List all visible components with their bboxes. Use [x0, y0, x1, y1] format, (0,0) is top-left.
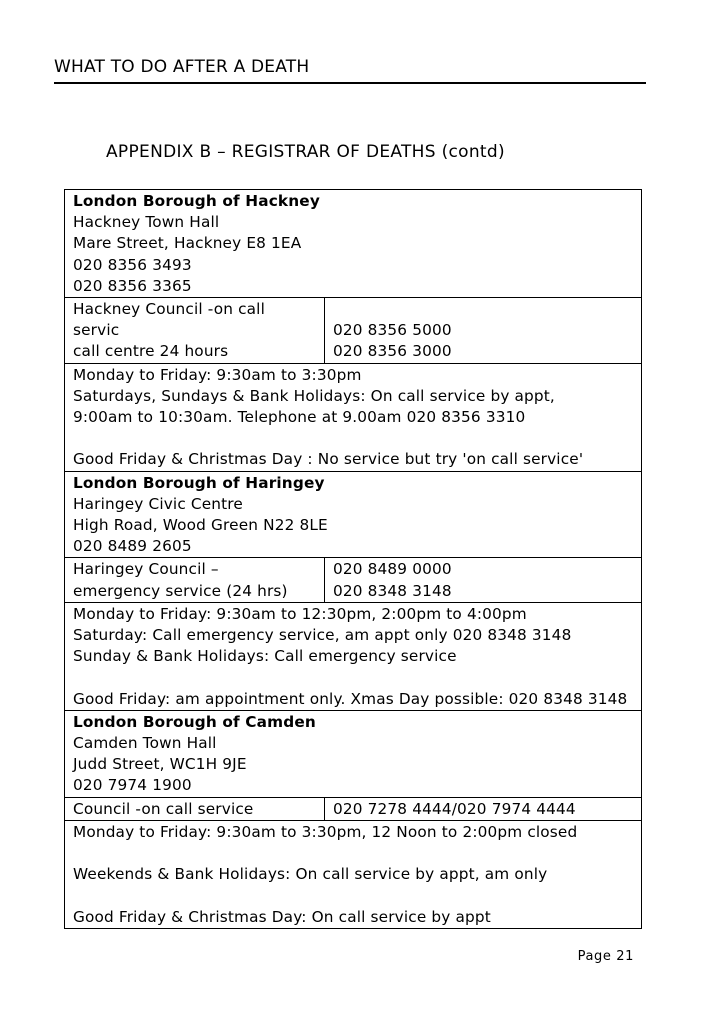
haringey-address-row — [65, 471, 642, 558]
weekend-line: Weekends & Bank Holidays: On call service by appt, am only — [73, 865, 548, 884]
header-rule — [54, 82, 646, 84]
borough-name: London Borough of Haringey — [73, 473, 325, 492]
council-label-cell — [65, 298, 325, 364]
council-label: Hackney Council -on call — [73, 300, 265, 319]
address-line: Haringey Civic Centre — [73, 494, 243, 513]
address-line: Mare Street, Hackney E8 1EA — [73, 234, 302, 253]
council-label-cell — [65, 797, 325, 820]
council-label: emergency service (24 hrs) — [73, 581, 288, 600]
hours-line: Sunday & Bank Holidays: Call emergency service — [73, 647, 457, 666]
camden-hours-row — [65, 820, 642, 928]
council-label-cell — [65, 558, 325, 602]
holiday-line: Good Friday & Christmas Day : No service but try 'on call service' — [73, 450, 584, 469]
council-label: Council -on call service — [73, 799, 254, 818]
phone-number: 020 8356 3493 — [73, 255, 192, 274]
phone-number: 020 7278 4444/020 7974 4444 — [333, 799, 576, 818]
council-number-cell — [325, 558, 642, 602]
hours-line: 9:00am to 10:30am. Telephone at 9.00am 020 8356 3310 — [73, 408, 526, 427]
camden-address-row — [65, 710, 642, 797]
running-header: WHAT TO DO AFTER A DEATH — [54, 57, 310, 77]
council-label: Haringey Council – — [73, 560, 219, 579]
camden-address-cell — [65, 710, 642, 797]
haringey-address-cell — [65, 471, 642, 558]
registrar-table — [64, 189, 642, 929]
hours-cell — [65, 602, 642, 710]
hackney-hours-row — [65, 363, 642, 471]
spacer — [73, 843, 635, 864]
address-line: Hackney Town Hall — [73, 213, 220, 232]
phone-number: 020 7974 1900 — [73, 776, 192, 795]
borough-name: London Borough of Camden — [73, 712, 316, 731]
council-label: servic — [73, 321, 120, 340]
holiday-line: Good Friday: am appointment only. Xmas Day possible: 020 8348 3148 — [73, 689, 628, 708]
phone-number: 020 8489 0000 — [333, 560, 452, 579]
spacer — [73, 428, 635, 449]
phone-number: 020 8356 3365 — [73, 276, 192, 295]
hours-line: Saturdays, Sundays & Bank Holidays: On call service by appt, — [73, 386, 555, 405]
council-label: call centre 24 hours — [73, 342, 229, 361]
phone-number: 020 8356 5000 — [333, 321, 452, 340]
hours-line: Monday to Friday: 9:30am to 3:30pm, 12 Noon to 2:00pm closed — [73, 822, 578, 841]
hours-line: Saturday: Call emergency service, am appt only 020 8348 3148 — [73, 626, 572, 645]
hours-cell — [65, 363, 642, 471]
haringey-hours-row — [65, 602, 642, 710]
council-number-cell — [325, 797, 642, 820]
address-line: Camden Town Hall — [73, 734, 217, 753]
page-number: Page 21 — [577, 949, 634, 964]
phone-number: 020 8356 3000 — [333, 342, 452, 361]
hours-line: Monday to Friday: 9:30am to 3:30pm — [73, 365, 362, 384]
phone-number: 020 8489 2605 — [73, 537, 192, 556]
haringey-council-row — [65, 558, 642, 602]
council-number-cell — [325, 298, 642, 364]
borough-name: London Borough of Hackney — [73, 192, 320, 210]
address-line: High Road, Wood Green N22 8LE — [73, 516, 328, 535]
appendix-title: APPENDIX B – REGISTRAR OF DEATHS (contd) — [106, 142, 505, 162]
hackney-council-row — [65, 298, 642, 364]
hackney-address-cell — [65, 190, 642, 298]
hours-cell — [65, 820, 642, 928]
camden-council-row — [65, 797, 642, 820]
hours-line: Monday to Friday: 9:30am to 12:30pm, 2:00pm to 4:00pm — [73, 604, 527, 623]
spacer — [73, 885, 635, 906]
phone-number: 020 8348 3148 — [333, 581, 452, 600]
hackney-address-row — [65, 190, 642, 298]
address-line: Judd Street, WC1H 9JE — [73, 755, 247, 774]
holiday-line: Good Friday & Christmas Day: On call service by appt — [73, 907, 491, 926]
spacer — [73, 667, 635, 688]
